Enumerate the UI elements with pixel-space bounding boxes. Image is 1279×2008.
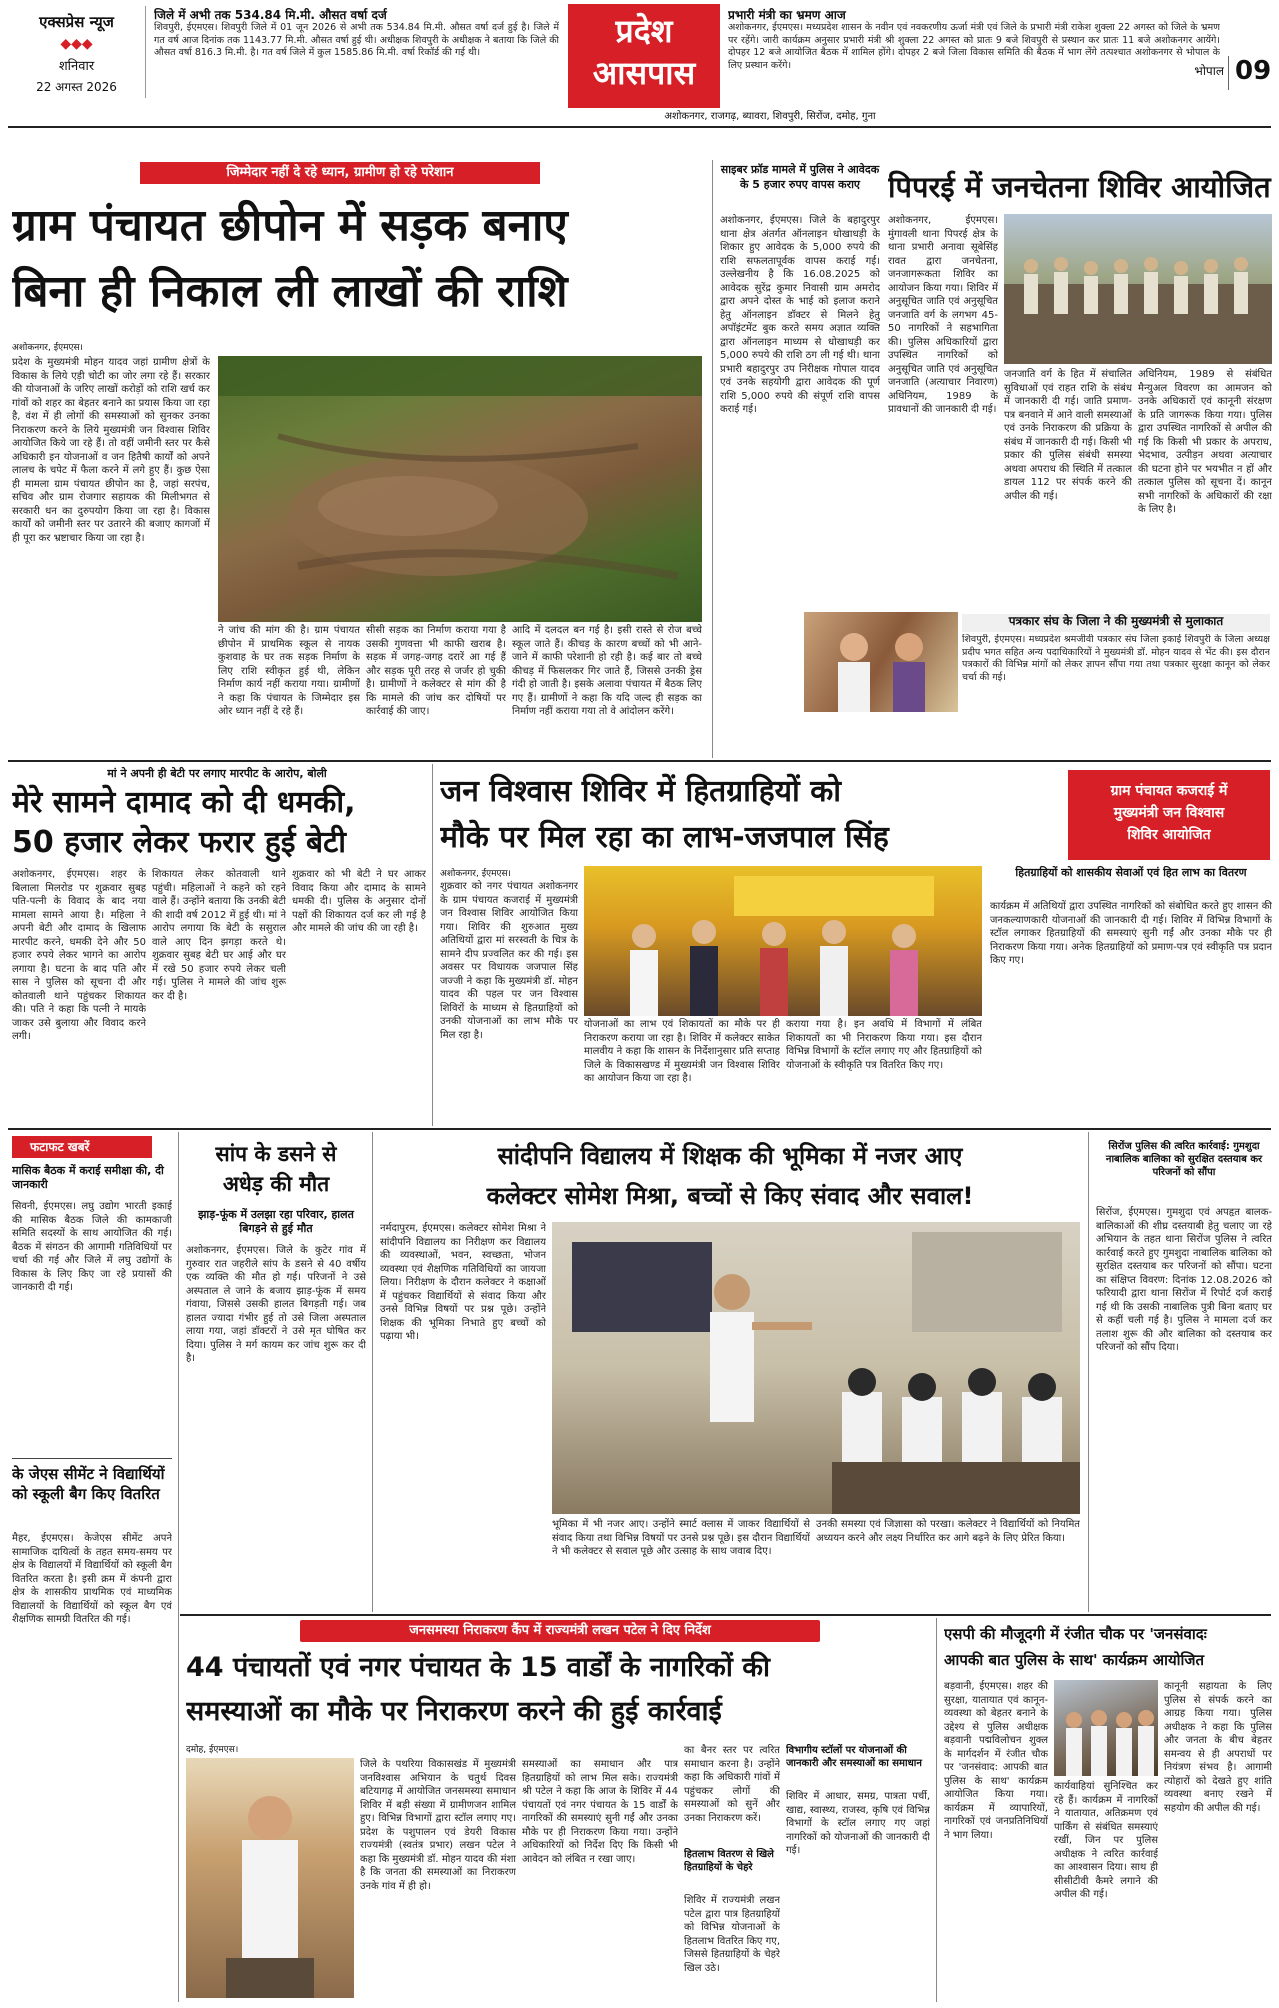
briefs-divider <box>178 1132 179 2002</box>
daughter-divider <box>432 764 433 1126</box>
sp-col-2: कार्यवाहियां सुनिश्चित कर रहे हैं। कार्यक्रम में नागरिकों ने यातायात, अतिक्रमण एवं पार्किंग से संबंधित समस्याएं रखीं, जिन पर पुलिस अधीक्षक ने त्वरित कार्रवाई का आश्वासन दिया। साथ ही सीसीटीवी कैमरे लगाने की अपील की गई। <box>1054 1781 1158 1900</box>
minister-brief-headline: प्रभारी मंत्री का भ्रमण आज <box>728 8 846 22</box>
daughter-kicker: मां ने अपनी ही बेटी पर लगाए मारपीट के आरोप, बोली <box>107 767 327 780</box>
row2-rule <box>8 1128 1271 1130</box>
sp-headline-1: एसपी की मौजूदगी में रंजीत चौक पर 'जनसंवादः <box>944 1625 1207 1643</box>
lead-headline-2: बिना ही निकाल ली लाखों की राशि <box>12 266 568 317</box>
brief-2-headline: के जेएस सीमेंट ने विद्यार्थियों को स्कूली बैग किए वितरित <box>12 1465 165 1503</box>
kajrai-box <box>1068 770 1270 860</box>
janaudit-headline-2: समस्याओं का मौके पर निराकरण करने की हुई कार्रवाई <box>186 1696 722 1727</box>
masthead-rule <box>8 126 1271 128</box>
snake-subhead: झाड़-फूंक में उलझा रहा परिवार, हालत बिगड़ने से हुई मौत <box>198 1208 354 1235</box>
minister-brief <box>728 8 1220 90</box>
janvishwas-headline-1: जन विश्वास शिविर में हितग्राहियों को <box>440 774 842 809</box>
janaudit-col-1: जिले के पथरिया विकासखंड में मुख्यमंत्री जनविश्वास अभियान के चतुर्थ दिवस बटियागढ़ में आयोजित जनसमस्या समाधान शिविर में बड़ी संख्या में ग्रामीणजन शामिल हुए। विभिन्न विभागों द्वारा स्टॉल लगाए गए। प्रदेश के पशुपालन एवं डेयरी विकास राज्यमंत्री (स्वतंत्र प्रभार) लखन पटेल ने कहा कि मुख्यमंत्री डॉ. मोहन यादव की मंशा है कि जनता की समस्याओं का निराकरण उनके गांव में ही हो। <box>360 1759 516 1892</box>
snake-headline-2: अधेड़ की मौत <box>222 1172 330 1196</box>
cyber-kicker: साइबर फ्रॉड मामले में पुलिस ने आवेदक के 5 हजार रुपए वापस कराए <box>720 163 880 191</box>
pipri-headline: पिपरई में जनचेतना शिविर आयोजित <box>888 170 1271 204</box>
lead-divider <box>712 160 713 758</box>
lead-col-4: सीसी सड़क का निर्माण कराया गया है उसकी गुणवत्ता भी काफी खराब है। सड़क में जगह-जगह दरारें आ गई हैं और सड़क पूरी तरह से जर्जर हो चुकी है। ग्रामीणों ने कलेक्टर से मांग की है कि मामले की जांच कर दोषियों पर कार्रवाई की जाए। <box>366 625 506 717</box>
row1-rule <box>8 760 1271 762</box>
janaudit-sub2-body: शिविर में राज्यमंत्री लखन पटेल द्वारा पात्र हितग्राहियों को विभिन्न योजनाओं के हितलाभ वितरित किए गए, जिससे हितग्राहियों के चेहरे खिल उठे। <box>684 1895 780 1974</box>
issue-day: शनिवार <box>58 59 95 74</box>
journalist-meeting-photo <box>804 612 958 712</box>
briefs-label: फटाफट खबरें <box>12 1136 152 1158</box>
janaudit-divider <box>936 1618 937 2002</box>
classroom-photo <box>552 1222 1080 1514</box>
sp-col-3: कानूनी सहायता के लिए पुलिस से संपर्क करने का आग्रह किया गया। पुलिस अधीक्षक ने कहा कि पुलिस और जनता के बीच बेहतर समन्वय से ही अपराधों पर नियंत्रण संभव है। आगामी त्योहारों को देखते हुए शांति व्यवस्था बनाए रखने में सहयोग की अपील की गई। <box>1164 1681 1272 1814</box>
janaudit-sub1-body: शिविर में आधार, समग्र, पात्रता पर्ची, खाद्य, स्वास्थ्य, राजस्व, कृषि एवं विभिन्न विभागों के स्टॉल लगाए गए जहां नागरिकों को योजनाओं की जानकारी दी गई। <box>786 1791 930 1856</box>
journalist-body: शिवपुरी, ईएमएस। मध्यप्रदेश श्रमजीवी पत्रकार संघ जिला इकाई शिवपुरी के जिला अध्यक्ष प्रदीप भगत सहित अन्य पदाधिकारियों ने मुख्यमंत्री डॉ. मोहन यादव से भेंट की। इस दौरान पत्रकारों की विभिन्न मांगों को लेकर ज्ञापन सौंपा गया तथा पत्रकार सुरक्षा कानून को लेकर चर्चा की गई। <box>962 634 1270 683</box>
camp-gathering-photo <box>1004 214 1272 364</box>
rain-brief-body: शिवपुरी, ईएमएस। शिवपुरी जिले में 01 जून 2026 से अभी तक 534.84 मि.मी. औसत वर्षा दर्ज हुई है। जिले में गत वर्ष आज दिनांक तक 1143.77 मि.मी. औसत वर्षा हुई थी। अधीक्षक शिवपुरी के अधीक्षक ने बताया कि जिले की औसत वर्षा 816.3 मि.मी. है। गत वर्ष जिले में कुल 1585.86 मि.मी. वर्षा रिकॉर्ड की गई थी। <box>154 22 559 58</box>
janaudit-dateline: दमोह, ईएमएस। <box>186 1745 239 1755</box>
kajrai-box-line3: शिविर आयोजित <box>1127 827 1211 843</box>
sandipani-headline-1: सांदीपनि विद्यालय में शिक्षक की भूमिका में नजर आए <box>497 1142 963 1170</box>
daughter-headline-2: 50 हजार लेकर फरार हुई बेटी <box>12 825 346 860</box>
sp-col-1: बड़वानी, ईएमएस। शहर की सुरक्षा, यातायात एवं कानून-व्यवस्था को बेहतर बनाने के उद्देश्य से पुलिस अधीक्षक बड़वानी पद्मविलोचन शुक्ल के मार्गदर्शन में रंजीत चौक पर 'जनसंवाद: आपकी बात पुलिस के साथ' कार्यक्रम आयोजित किया गया। कार्यक्रम में व्यापारियों, नागरिकों एवं जनप्रतिनिधियों ने भाग लिया। <box>944 1681 1048 1841</box>
sp-meeting-photo <box>1054 1680 1158 1776</box>
sandipani-divider <box>1088 1132 1089 1612</box>
snake-headline-1: सांप के डसने से <box>215 1142 337 1166</box>
row3-rule <box>180 1614 1271 1616</box>
sandipani-col-1: नर्मदापुरम, ईएमएस। कलेक्टर सोमेश मिश्रा ने सांदीपनि विद्यालय का निरीक्षण कर विद्यालय की व्यवस्थाओं, भवन, स्वच्छता, भोजन व्यवस्था एवं शैक्षणिक गतिविधियों का जायजा लिया। निरीक्षण के दौरान कलेक्टर ने कक्षाओं में पहुंचकर विद्यार्थियों से संवाद किया और उनसे विभिन्न विषयों पर प्रश्न पूछे। उन्होंने शिक्षक की भूमिका निभाते हुए बच्चों को पढ़ाया भी। <box>380 1223 546 1342</box>
brief-2-body: मैहर, ईएमएस। केजेएस सीमेंट अपने सामाजिक दायित्वों के तहत समय-समय पर क्षेत्र के विद्यालयों में विद्यार्थियों को स्कूली बैग वितरित करता है। इसी क्रम में कंपनी द्वारा क्षेत्र के शासकीय प्राथमिक एवं माध्यमिक विद्यालयों के विद्यार्थियों को स्कूल बैग एवं शैक्षणिक सामग्री वितरित की गई। <box>12 1533 172 1625</box>
lead-kicker: जिम्मेदार नहीं दे रहे ध्यान, ग्रामीण हो रहे परेशान <box>140 162 540 184</box>
kajrai-box-line1: ग्राम पंचायत कजराई में <box>1110 783 1228 799</box>
section-title-box <box>568 4 720 108</box>
city-label: भोपाल <box>1194 64 1224 78</box>
brand-mark-icon: ◆◆◆ <box>60 36 93 52</box>
journalist-headline: पत्रकार संघ के जिला ने की मुख्यमंत्री से मुलाकात <box>962 614 1270 632</box>
pipri-col-1: अशोकनगर, ईएमएस। मुंगावली थाना पिपरई क्षेत्र के थाना प्रभारी अनावा सूबेसिंह रावत द्वारा जनचेतना, जनजागरूकता शिविर का आयोजन किया गया। शिविर में अनुसूचित जाति एवं अनुसूचित जनजाति वर्ग के लगभग 45-50 नागरिकों ने सहभागिता की। पुलिस अधिकारियों द्वारा उपस्थित नागरिकों को अनुसूचित जाति एवं अनुसूचित जनजाति (अत्याचार निवारण) अधिनियम, 1989 के प्रावधानों की जानकारी दी गई। <box>888 215 998 415</box>
daughter-col-3: शुक्रवार को भी बेटी ने घर आकर विवाद किया और दामाद के सामने धमकी दी। पुलिस के अनुसार दोनों पक्षों की शिकायत दर्ज कर ली गई है और मामले की जांच की जा रही है। <box>292 869 426 934</box>
snake-body: अशोकनगर, ईएमएस। जिले के कुटेर गांव में गुरुवार रात जहरीले सांप के डसने से 40 वर्षीय एक व्यक्ति की मौत हो गई। परिजनों ने उसे अस्पताल ले जाने के बजाय झाड़-फूंक में समय गंवाया, जिससे उसकी हालत बिगड़ती गई। जब हालत ज्यादा गंभीर हुई तो उसे जिला अस्पताल लाया गया, जहां डॉक्टरों ने उसे मृत घोषित कर दिया। पुलिस ने मर्ग कायम कर जांच शुरू कर दी है। <box>186 1245 366 1364</box>
issue-date: 22 अगस्त 2026 <box>36 80 117 94</box>
masthead-brand-box <box>8 6 146 98</box>
briefs-rule <box>12 1458 172 1459</box>
daughter-col-2: शिकायत लेकर कोतवाली थाने पहुंची। महिलाओं ने कहने को रहने वाले हैं। उन्होंने बताया कि उनकी बेटी की शादी वर्ष 2012 में हुई थी। मां ने आरोप लगाया कि बेटी के ससुराल वाले आए दिन झगड़ा करते थे। शुक्रवार सुबह बेटी घर आई और घर में रखे 50 हजार रुपये लेकर चली गई। पुलिस ने मामले की जांच शुरू कर दी है। <box>152 869 286 1002</box>
lead-col-1: प्रदेश के मुख्यमंत्री मोहन यादव जहां ग्रामीण क्षेत्रों के विकास के लिये एड़ी चोटी का जोर लगा रहे हैं। सरकार की योजनाओं के जरिए लाखों करोड़ों को राशि खर्च कर गांवों को शहर का बेहतर बनाने का प्रयास किया जा रहा है, वंश में ही लोगों की समस्याओं को सुनकर उनका निराकरण करने के लिये मुख्यमंत्री जन विश्वास शिविर आयोजित किये जा रहे हैं। तो वहीं जमीनी स्तर पर कैसे अधिकारी इन योजनाओं व जन हितैषी कार्यों को अपने लालच के चपेट में फैला करने में लगे हुए हैं। कुछ ऐसा ही मामला ग्राम पंचायत छीपोन का है, जहां सरपंच, सचिव और ग्राम रोजगार सहायक की मिलीभगत से सरकारी धन का दुरुपयोग किया जा रहा है। विकास कार्यों को जमीनी स्तर पर उतारने की बजाए कागजों में ही पूरा कर भ्रष्टाचार किया जा रहा है। <box>12 357 210 544</box>
districts-line: अशोकनगर, राजगढ़, ब्यावरा, शिवपुरी, सिरोंज, दमोह, गुना <box>664 111 876 122</box>
lead-col-3: ने जांच की मांग की है। ग्राम पंचायत छीपोन में प्राथमिक स्कूल से नायक कुशवाह के घर तक सड़क निर्माण के लिए राशि स्वीकृत हुई थी, लेकिन निर्माण कार्य नहीं कराया गया। ग्रामीणों ने कहा कि पंचायत के जिम्मेदार इस ओर ध्यान नहीं दे रहे हैं। <box>218 625 360 717</box>
snake-divider <box>372 1132 373 1612</box>
lead-dateline: अशोकनगर, ईएमएस। <box>12 343 83 353</box>
rain-brief-headline: जिले में अभी तक 534.84 मि.मी. औसत वर्षा दर्ज <box>154 8 387 22</box>
brand-name: एक्सप्रेस न्यूज <box>39 13 114 31</box>
section-title-line1: प्रदेश <box>615 12 673 50</box>
janaudit-headline-1: 44 पंचायतों एवं नगर पंचायत के 15 वार्डों के नागरिकों की <box>186 1652 770 1683</box>
janaudit-col-3: का बैनर स्तर पर त्वरित समाधान करना है। उन्होंने कहा कि अधिकारी गांवों में पहुंचकर लोगों की समस्याओं को सुनें और उनका निराकरण करें। <box>684 1745 780 1824</box>
sandipani-col-2: भूमिका में भी नजर आए। उन्होंने स्मार्ट क्लास में जाकर विद्यार्थियों से संवाद किया तथा विभिन्न विषयों पर उनसे प्रश्न पूछे। इस दौरान विद्यार्थियों ने भी कलेक्टर से सवाल पूछे और उत्साह के साथ जवाब दिए। <box>552 1519 810 1557</box>
kajrai-body: कार्यक्रम में अतिथियों द्वारा उपस्थित नागरिकों को संबोधित करते हुए शासन की जनकल्याणकारी योजनाओं की जानकारी दी गई। शिविर में विभिन्न विभागों के स्टॉल लगाकर हितग्राहियों की समस्याएं सुनी गईं और उनका मौके पर ही निराकरण किया गया। अनेक हितग्राहियों को प्रमाण-पत्र एवं स्वीकृति पत्र प्रदान किए गए। <box>990 901 1272 966</box>
kajrai-box-line2: मुख्यमंत्री जन विश्वास <box>1113 805 1225 821</box>
janaudit-sub1: विभागीय स्टॉलों पर योजनाओं की जानकारी और समस्याओं का समाधान <box>786 1745 922 1769</box>
rain-brief <box>154 8 559 104</box>
janvishwas-headline-2: मौके पर मिल रहा का लाभ-जजपाल सिंह <box>440 820 889 855</box>
muddy-road-photo <box>218 356 702 622</box>
janvishwas-dateline: अशोकनगर, ईएमएस। <box>440 869 511 879</box>
sp-headline-2: आपकी बात पुलिस के साथ' कार्यक्रम आयोजित <box>944 1651 1205 1669</box>
janvishwas-col-1: शुक्रवार को नगर पंचायत अशोकनगर के ग्राम पंचायत कजराई में मुख्यमंत्री जन विश्वास शिविर आयोजित किया गया। शिविर की शुरुआत मुख्य अतिथियों द्वारा मां सरस्वती के चित्र के सामने दीप प्रज्वलित कर की गई। इस अवसर पर विधायक जजपाल सिंह जज्जी ने कहा कि मुख्यमंत्री डॉ. मोहन यादव की पहल पर जन विश्वास शिविरों के माध्यम से हितग्राहियों को उनकी योजनाओं का लाभ मौके पर मिल रहा है। <box>440 881 578 1041</box>
lead-headline-1: ग्राम पंचायत छीपोन में सड़क बनाए <box>12 200 568 251</box>
lead-col-2: आदि में दलदल बन गई है। इसी रास्ते से रोज बच्चे स्कूल जाते हैं। कीचड़ के कारण बच्चों को भी आने-जाने में काफी परेशानी हो रही है। कई बार तो बच्चे कीचड़ में फिसलकर गिर जाते हैं, जिससे उनकी ड्रेस गंदी हो जाती है। इसके अलावा पंचायत में बैठक लिए गए हैं। ग्रामीणों ने कहा कि यदि जल्द ही सड़क का निर्माण नहीं कराया गया तो वे आंदोलन करेंगे। <box>512 625 702 717</box>
janaudit-sub2: हितलाभ वितरण से खिले हितग्राहियों के चेहरे <box>684 1849 774 1873</box>
sandipani-headline-2: कलेक्टर सोमेश मिश्रा, बच्चों से किए संवाद और सवाल! <box>486 1182 974 1210</box>
pipri-col-2: जनजाति वर्ग के हित में संचालित सुविधाओं एवं राहत राशि के संबंध में जानकारी दी गई। जाति प्रमाण-पत्र बनवाने में आने वाली समस्याओं एवं उनके निराकरण की प्रक्रिया के संबंध में जानकारी दी गई। किसी भी प्रकार की पुलिस संबंधी समस्या अथवा अपराध की स्थिति में तत्काल डायल 112 पर संपर्क करने की अपील की गई। <box>1004 369 1132 502</box>
page-number: 09 <box>1228 56 1276 90</box>
police-kicker: सिरोंज पुलिस की त्वरित कार्रवाई: गुमशुदा नाबालिक बालिका को सुरक्षित दस्तयाब कर परिजनों को सौंपा <box>1105 1141 1263 1178</box>
police-body: सिरोंज, ईएमएस। गुमशुदा एवं अपहृत बालक-बालिकाओं की शीघ्र दस्तयाबी हेतु चलाए जा रहे अभियान के तहत थाना सिरोंज पुलिस ने त्वरित कार्रवाई करते हुए गुमशुदा नाबालिक बालिका को सुरक्षित दस्तयाब कर परिजनों को सौंपा। घटना का संक्षिप्त विवरण: दिनांक 12.08.2026 को फरियादी द्वारा थाना सिरोंज में रिपोर्ट दर्ज कराई गई थी कि उसकी नाबालिक पुत्री बिना बताए घर से कहीं चली गई है। पुलिस ने मामला दर्ज कर तलाश शुरू की और बालिका को दस्तयाब कर परिजनों को सौंप दिया। <box>1096 1207 1272 1353</box>
minister-camp-photo <box>186 1758 354 1998</box>
certificate-distribution-photo <box>584 866 982 1016</box>
daughter-col-1: अशोकनगर, ईएमएस। शहर के बिलाला मिलरोड पर शुक्रवार सुबह पति-पत्नी के विवाद के बाद नया मामला सामने आया है। महिला ने अपनी बेटी और दामाद के खिलाफ मारपीट करने, धमकी देने और 50 हजार रुपये लेकर भागने का आरोप लगाया है। घटना के बाद पति और सास ने पुलिस को सूचना दी और कोतवाली थाने पहुंचकर शिकायत की। पति ने कहा कि पत्नी ने मायके जाकर उसे बुलाया और विवाद करने लगी। <box>12 869 146 1042</box>
janvishwas-col-3: कराया गया है। इन अवधि में विभागों में लंबित शिकायतों का भी निराकरण किया गया। इस दौरान विभिन्न विभागों के स्टॉल लगाए गए और हितग्राहियों को योजनाओं के स्वीकृति पत्र वितरित किए गए। <box>786 1019 982 1071</box>
section-title-line2: आसपास <box>592 54 696 92</box>
janaudit-col-2: समस्याओं का समाधान और पात्र हितग्राहियों को लाभ मिल सके। राज्यमंत्री श्री पटेल ने कहा कि आज के शिविर में 44 पंचायतों एवं नगर पंचायत के 15 वार्डों के नागरिकों की समस्याएं सुनी गईं और उनका मौके पर ही निराकरण किया गया। उन्होंने अधिकारियों को निर्देश दिए कि किसी भी आवेदन को लंबित न रखा जाए। <box>522 1759 678 1865</box>
cyber-body: अशोकनगर, ईएमएस। जिले के बहादुरपुर थाना क्षेत्र अंतर्गत ऑनलाइन धोखाधड़ी के शिकार हुए आवेदक के 5,000 रुपये की राशि सफलतापूर्वक वापस कराई गई। उल्लेखनीय है कि 16.08.2025 को आवेदक सुरेंद्र कुमार निवासी ग्राम अमरोद द्वारा अपने दोस्त के भाई को इलाज कराने हेतु ऑनलाइन डॉक्टर से मिलने हेतु अपॉइंटमेंट बुक करते समय अज्ञात व्यक्ति द्वारा ऑनलाइन माध्यम से धोखाधड़ी कर 5,000 रुपये की राशि ठग ली गई थी। थाना प्रभारी बहादुरपुर उप निरीक्षक गोपाल यादव एवं उनके सहयोगी द्वारा आवेदक की पूर्ण राशि 5,000 रुपये की संपूर्ण राशि वापस कराई गई। <box>720 215 880 415</box>
janaudit-kicker: जनसमस्या निराकरण कैंप में राज्यमंत्री लखन पटेल ने दिए निर्देश <box>300 1620 820 1642</box>
brief-1-headline: मासिक बैठक में कराई समीक्षा की, दी जानकारी <box>12 1164 164 1191</box>
daughter-headline-1: मेरे सामने दामाद को दी धमकी, <box>12 785 356 820</box>
minister-brief-body: अशोकनगर, ईएमएस। मध्यप्रदेश शासन के नवीन एवं नवकरणीय ऊर्जा मंत्री एवं जिले के प्रभारी मंत्री राकेश शुक्ला 22 अगस्त को जिले के भ्रमण पर रहेंगे। जारी कार्यक्रम अनुसार प्रभारी मंत्री श्री शुक्ला 22 अगस्त को प्रातः 9 बजे शिवपुरी से प्रस्थान कर प्रातः 11 बजे अशोकनगर आयेंगे। दोपहर 12 बजे आयोजित बैठक में शामिल होंगे। दोपहर 2 बजे जिला विकास समिति की बैठक में भाग लेंगे तत्पश्चात अशोकनगर से भोपाल के लिए प्रस्थान करेंगे। <box>728 22 1220 71</box>
pipri-col-3: अधिनियम, 1989 से संबंधित मैन्युअल विवरण का आमजन को उनके अधिकारों एवं कानूनी संरक्षण के प्रति जागरूक किया गया। पुलिस द्वारा उपस्थित नागरिकों से अपील की गई कि किसी भी प्रकार के अपराध, भेदभाव, उत्पीड़न अथवा अत्याचार की घटना होने पर भयभीत न हों और तत्काल पुलिस को सूचना दें। कानून सभी नागरिकों के अधिकारों की रक्षा के लिए है। <box>1138 369 1272 515</box>
kajrai-subhead: हितग्राहियों को शासकीय सेवाओं एवं हित लाभ का वितरण <box>1015 866 1247 879</box>
janvishwas-col-2: योजनाओं का लाभ एवं शिकायतों का मौके पर ही निराकरण कराया जा रहा है। शिविर में कलेक्टर साकेत मालवीय ने कहा कि शासन के निर्देशानुसार प्रति सप्ताह जिले के विकासखण्ड में मुख्यमंत्री जन विश्वास शिविर का आयोजन किया जा रहा है। <box>584 1019 780 1084</box>
sandipani-col-3: उनकी समस्या एवं जिज्ञासा को परखा। कलेक्टर ने विद्यार्थियों को नियमित अध्ययन करने और लक्ष्य निर्धारित कर आगे बढ़ने के लिए प्रेरित किया। <box>816 1519 1080 1544</box>
brief-1-body: सिवनी, ईएमएस। लघु उद्योग भारती इकाई की मासिक बैठक जिले की कामकाजी समिति सदस्यों के साथ आयोजित की गई। बैठक में संगठन की आगामी गतिविधियों पर चर्चा की गई और जिले में लघु उद्योगों के विकास के लिए किए जा रहे प्रयासों की जानकारी दी गई। <box>12 1201 172 1293</box>
